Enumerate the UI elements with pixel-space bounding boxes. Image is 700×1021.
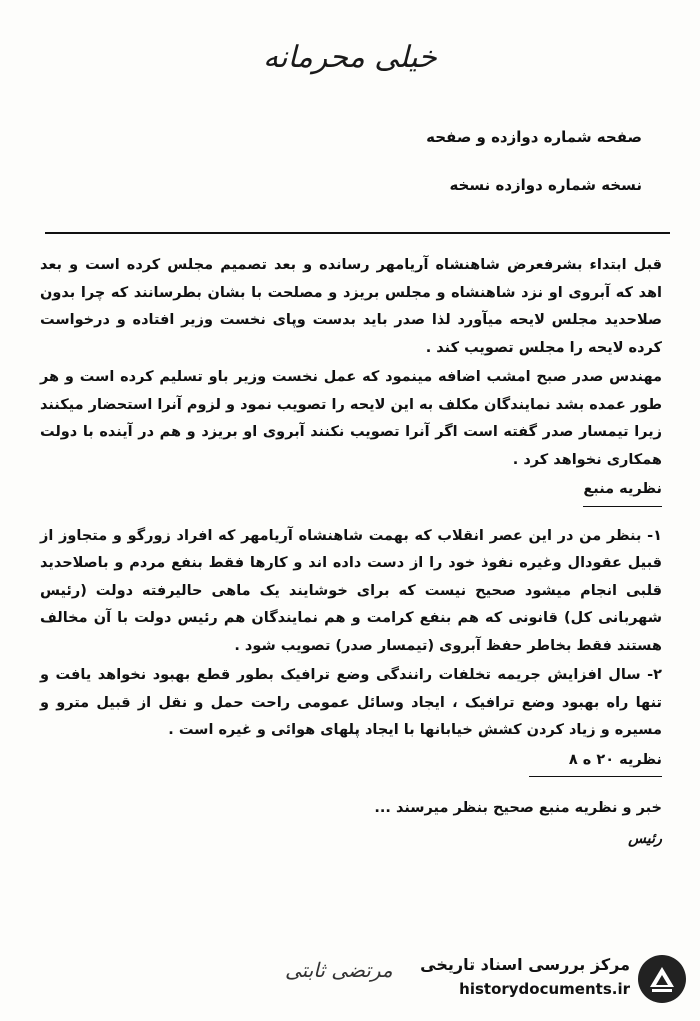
opinion-paragraph-1: ۱- بنظر من در این عصر انقلاب که بهمت شاهنشاه آریامهر که افراد زورگو و متجاوز از قبیل عقودال وغیره نفوذ خود را از دست داده اند و کارها فقط بنفع مردم و باصلاحدید قلبی انجام میشود صحیح نیست که برای خوشایند یک ماهی حالیرفته دولت (رئیس شهربانی کل) قانونی که هم بنفع کرامت و هم نمایندگان هم رئیس دولت با آن مخالف هستند فقط بخاطر حفظ آبروی (تیمسار صدر) تصویب شود .: [40, 527, 662, 654]
paragraph-2: مهندس صدر صبح امشب اضافه مینمود که عمل نخست وزیر باو تسلیم کرده است و هر طور عمده بشد نمایندگان مکلف به این لایحه را تصویب نمود و لزوم آنرا استحضار میکنند زیرا تیمسار صدر گفته است اگر آنرا تصویب نکنند آبروی او بریزد و هم در آینده با دولت همکاری نخواهد کرد .: [40, 369, 662, 468]
opinion-paragraph-2: ۲- سال افزایش جریمه تخلفات رانندگی وضع ترافیک بطور قطع بهبود نخواهد یافت و تنها راه بهبود وضع ترافیک ، ایجاد وسائل عمومی راحت حمل و نقل از قبیل مترو و مسیره و زیاد کردن کشش خیابانها با ایجاد پلهای هوائی و غیره است .: [40, 667, 662, 738]
closing-signature: رئیس: [628, 829, 662, 847]
archive-logo-icon: [636, 953, 688, 1005]
header-divider: [45, 232, 670, 234]
opinion-date-label: نظریه ۲۰ ه ۸: [529, 747, 662, 778]
document-body: [40, 252, 662, 854]
copy-number-line: نسخه شماره دوازده نسخه: [449, 176, 642, 194]
source-opinion-label: نظریه منبع: [583, 476, 662, 507]
watermark-name: مرکز بررسی اسناد تاریخی: [420, 955, 630, 974]
page-number-line: صفحه شماره دوازده و صفحه: [426, 128, 642, 146]
paragraph-1: قبل ابتداء بشرفعرض شاهنشاه آریامهر رسانده و بعد تصمیم مجلس کرده است و بعد اهد که آبروی او نزد شاهنشاه و مجلس بریزد و مصلحت با بشان بطرسانند که چرا بدون صلاحدید مجلس لایحه میآورد لذا صدر باید بدست وپای نخست وزیر افتاده و درخواست کرده لایحه را مجلس تصویب کند .: [40, 257, 662, 356]
watermark: [420, 949, 688, 1009]
classification-title: خیلی محرمانه: [263, 40, 437, 75]
watermark-url[interactable]: historydocuments.ir: [459, 980, 630, 998]
bottom-signature: مرتضی ثابتی: [285, 958, 393, 982]
closing-line: خبر و نظریه منبع صحیح بنظر میرسند ...: [374, 800, 662, 816]
